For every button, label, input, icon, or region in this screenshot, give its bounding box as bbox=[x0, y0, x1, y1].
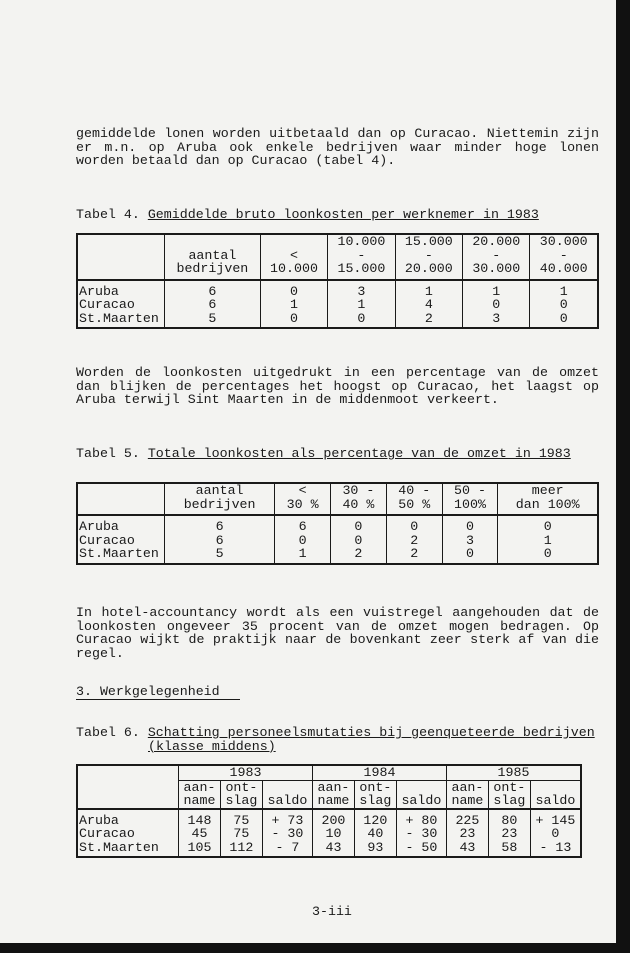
table-cell bbox=[530, 280, 598, 329]
cell-text: - 50 bbox=[405, 839, 438, 855]
cell-text: 1 bbox=[290, 297, 298, 312]
col-header: 50 - 100% bbox=[442, 483, 498, 515]
text-line: loonkosten ongeveer 35 procent van de omzet mogen bedragen. Op bbox=[76, 618, 599, 634]
col-header: 40 - 50 % bbox=[386, 483, 442, 515]
cell-text: Aruba bbox=[79, 283, 119, 299]
paragraph-3 bbox=[76, 606, 599, 660]
cell-text: + 80 bbox=[405, 812, 438, 828]
cell-text: 23 bbox=[459, 826, 476, 841]
table-cell bbox=[395, 280, 462, 329]
cell-text: 3 bbox=[466, 532, 474, 548]
table-cell: ont- slag bbox=[354, 780, 396, 809]
caption-title: Gemiddelde bruto loonkosten per werknemer in 1983 bbox=[147, 207, 539, 222]
table-cell bbox=[165, 280, 261, 329]
table-cell bbox=[77, 483, 165, 515]
cell-text: Curacao bbox=[79, 532, 135, 548]
caption-subtitle: (klasse middens) bbox=[148, 738, 276, 754]
cell-text: 0 bbox=[559, 297, 568, 312]
table-cell bbox=[488, 809, 530, 858]
caption-title: Schatting personeelsmutaties bij geenqueteerde bedrijven bbox=[147, 725, 595, 740]
table-cell bbox=[77, 765, 179, 809]
cell-text: 0 bbox=[543, 519, 552, 534]
text-line: gemiddelde lonen worden uitbetaald dan op Curacao. Niettemin zijn bbox=[76, 126, 599, 141]
caption-label: Tabel 6. bbox=[76, 725, 140, 740]
cell-text: 1 bbox=[492, 283, 501, 299]
table-cell: ont- slag bbox=[488, 780, 530, 809]
cell-text: 1 bbox=[357, 297, 366, 312]
table-cell bbox=[446, 809, 488, 858]
table-cell bbox=[331, 515, 387, 564]
table-cell: saldo bbox=[262, 780, 312, 809]
table-5 bbox=[76, 482, 599, 565]
table-cell bbox=[498, 515, 598, 564]
cell-text: 80 bbox=[501, 812, 518, 828]
table-cell: ont- slag bbox=[220, 780, 262, 809]
cell-text: St.Maarten bbox=[79, 839, 159, 855]
cell-text: 3 bbox=[492, 310, 501, 326]
text-line: Worden de loonkosten uitgedrukt in een percentage van de omzet bbox=[76, 365, 599, 380]
text-line: worden betaald dan op Curacao (tabel 4). bbox=[76, 153, 396, 168]
cell-text: 45 bbox=[191, 826, 208, 841]
cell-text: 6 bbox=[298, 519, 307, 534]
cell-text: 75 bbox=[233, 812, 250, 828]
table-cell bbox=[220, 809, 262, 858]
section-heading bbox=[76, 685, 599, 699]
cell-text: 0 bbox=[559, 310, 568, 326]
table-cell bbox=[262, 809, 312, 858]
cell-text: 6 bbox=[215, 532, 224, 548]
cell-text: 3. Werkgelegenheid bbox=[76, 684, 240, 700]
table-cell bbox=[396, 809, 446, 858]
cell-text: 6 bbox=[208, 297, 217, 312]
cell-text: 0 bbox=[298, 532, 307, 548]
cell-text: 225 bbox=[455, 812, 480, 828]
col-header: meer dan 100% bbox=[498, 483, 598, 515]
cell-text: 4 bbox=[424, 297, 433, 312]
page-number: 3-iii bbox=[312, 904, 352, 919]
cell-text: 0 bbox=[357, 310, 366, 326]
cell-text: 1 bbox=[543, 532, 552, 548]
cell-text: 5 bbox=[208, 310, 217, 326]
cell-text: 0 bbox=[354, 532, 363, 548]
table-cell: aan- name bbox=[446, 780, 488, 809]
cell-text: 0 bbox=[290, 310, 298, 326]
table-cell bbox=[442, 515, 498, 564]
table-cell bbox=[77, 515, 165, 564]
cell-text: 2 bbox=[424, 310, 433, 326]
cell-text: - 30 bbox=[405, 826, 438, 841]
cell-text: 43 bbox=[325, 839, 342, 855]
cell-text: 40 bbox=[367, 826, 384, 841]
cell-text: 1 bbox=[424, 283, 433, 299]
cell-text: 0 bbox=[492, 297, 501, 312]
table-cell bbox=[463, 280, 530, 329]
cell-text: 0 bbox=[410, 519, 419, 534]
col-header: 10.000 - 15.000 bbox=[328, 234, 395, 280]
cell-text: + 145 bbox=[535, 812, 576, 828]
cell-text: 0 bbox=[551, 826, 560, 841]
text-line: Curacao wijkt de praktijk naar de bovenkant zeer sterk af van die bbox=[76, 632, 599, 647]
table-cell: saldo bbox=[396, 780, 446, 809]
cell-text: 23 bbox=[501, 826, 518, 841]
text-line: regel. bbox=[76, 645, 124, 661]
table-row bbox=[77, 515, 598, 564]
table-cell bbox=[179, 809, 221, 858]
table-cell bbox=[312, 809, 354, 858]
col-header: 30 - 40 % bbox=[331, 483, 387, 515]
paragraph-1 bbox=[76, 127, 599, 168]
cell-text: 2 bbox=[354, 546, 363, 561]
cell-text: 0 bbox=[466, 546, 474, 561]
table-cell bbox=[328, 280, 395, 329]
cell-text: 1 bbox=[559, 283, 568, 299]
year-header: 1985 bbox=[446, 765, 581, 780]
cell-text: 148 bbox=[187, 812, 212, 828]
cell-text: - 30 bbox=[271, 826, 304, 841]
cell-text: St.Maarten bbox=[79, 546, 159, 561]
cell-text: 2 bbox=[410, 546, 419, 561]
cell-text: Curacao bbox=[79, 297, 135, 312]
cell-text: 0 bbox=[466, 519, 474, 534]
text-line: dan blijken de percentages het hoogst op Curacao, het laagst op bbox=[76, 378, 599, 394]
text-line: Aruba terwijl Sint Maarten in de middenmoot verkeert. bbox=[76, 392, 499, 407]
table-6 bbox=[76, 764, 582, 858]
cell-text: 1 bbox=[298, 546, 307, 561]
cell-text: 93 bbox=[367, 839, 384, 855]
table-cell bbox=[77, 809, 179, 858]
cell-text: 5 bbox=[215, 546, 224, 561]
caption-title: Totale loonkosten als percentage van de omzet in 1983 bbox=[147, 446, 571, 461]
col-header: < 30 % bbox=[275, 483, 331, 515]
table-cell: saldo bbox=[530, 780, 581, 809]
cell-text: 6 bbox=[208, 283, 217, 299]
cell-text: St.Maarten bbox=[79, 310, 159, 326]
year-header: 1983 bbox=[179, 765, 313, 780]
table6-caption bbox=[76, 726, 599, 753]
cell-text: 200 bbox=[321, 812, 346, 828]
table-cell bbox=[77, 234, 165, 280]
paragraph-2 bbox=[76, 366, 599, 407]
col-header: aantal bedrijven bbox=[165, 234, 261, 280]
table-cell bbox=[77, 280, 165, 329]
text-line: In hotel-accountancy wordt als een vuistregel aangehouden dat de bbox=[76, 605, 599, 620]
col-header: aantal bedrijven bbox=[165, 483, 275, 515]
cell-text: 43 bbox=[459, 839, 476, 855]
cell-text: 112 bbox=[229, 839, 254, 855]
table-row bbox=[77, 809, 581, 858]
table-cell bbox=[530, 809, 581, 858]
col-header: < 10.000 bbox=[260, 234, 327, 280]
col-header: 20.000 - 30.000 bbox=[463, 234, 530, 280]
table4-caption bbox=[76, 208, 599, 222]
col-header: 15.000 - 20.000 bbox=[395, 234, 462, 280]
caption-label: Tabel 5. bbox=[76, 446, 140, 461]
year-header: 1984 bbox=[312, 765, 446, 780]
table5-caption bbox=[76, 447, 599, 461]
table-cell bbox=[354, 809, 396, 858]
table-cell: aan- name bbox=[179, 780, 221, 809]
col-header: 30.000 - 40.000 bbox=[530, 234, 598, 280]
table-4 bbox=[76, 233, 599, 329]
table-cell bbox=[260, 280, 327, 329]
cell-text: 75 bbox=[233, 826, 250, 841]
cell-text: Aruba bbox=[79, 519, 119, 534]
cell-text: - 7 bbox=[275, 839, 300, 855]
cell-text: 0 bbox=[543, 546, 552, 561]
cell-text: 10 bbox=[325, 826, 342, 841]
text-line: er m.n. op Aruba ook enkele bedrijven waar minder hoge lonen bbox=[76, 139, 599, 155]
cell-text: - 13 bbox=[539, 839, 572, 855]
cell-text: 0 bbox=[290, 283, 298, 299]
cell-text: Curacao bbox=[79, 826, 135, 841]
table-row bbox=[77, 280, 598, 329]
cell-text: 58 bbox=[501, 839, 518, 855]
table-cell bbox=[386, 515, 442, 564]
table-cell bbox=[165, 515, 275, 564]
table-cell bbox=[275, 515, 331, 564]
cell-text: 3 bbox=[357, 283, 366, 299]
cell-text: 0 bbox=[354, 519, 363, 534]
cell-text: 105 bbox=[187, 839, 212, 855]
caption-label: Tabel 4. bbox=[76, 207, 140, 222]
table-cell: aan- name bbox=[312, 780, 354, 809]
cell-text: 6 bbox=[215, 519, 224, 534]
cell-text: 2 bbox=[410, 532, 419, 548]
cell-text: Aruba bbox=[79, 812, 119, 828]
cell-text: + 73 bbox=[271, 812, 304, 828]
cell-text: 120 bbox=[363, 812, 388, 828]
